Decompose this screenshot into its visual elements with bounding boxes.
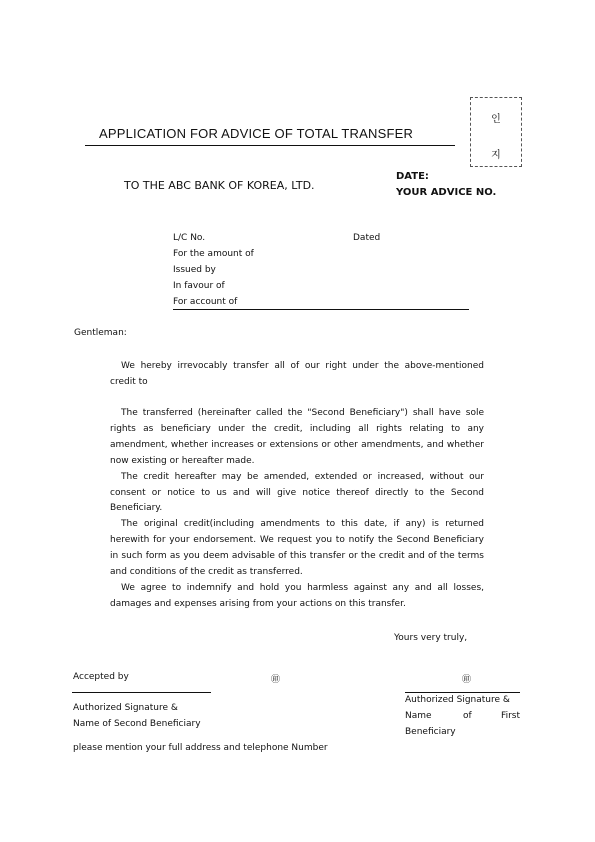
seal-top-char: 인 <box>491 114 501 125</box>
left-sig-line1: Authorized Signature & <box>73 703 178 713</box>
in-favour-label: In favour of <box>173 281 225 291</box>
right-sig-line1: Authorized Signature & <box>405 695 510 705</box>
paragraph-transfer <box>110 359 484 391</box>
right-sig-word-name: Name <box>405 711 432 721</box>
paragraph-4: The original credit(including amendments to this date, if any) is returned herewith for your endorsement. We request you to notify the Second Beneficiary in such form as you deem advisable of this transfer or the credit and of the terms and conditions of the credit as transferred. <box>110 519 484 578</box>
amount-label: For the amount of <box>173 249 254 259</box>
left-sig-line2: Name of Second Beneficiary <box>73 719 201 729</box>
lc-no-label: L/C No. <box>173 233 206 243</box>
seal-bottom-char: 지 <box>491 150 501 161</box>
salutation: Gentleman: <box>74 328 127 338</box>
left-signature-line <box>72 692 211 693</box>
dated-label: Dated <box>353 233 381 243</box>
addressee: TO THE ABC BANK OF KOREA, LTD. <box>124 179 315 192</box>
paragraph-3: The credit hereafter may be amended, extended or increased, without our consent or notice to us and will give notice thereof directly to the Second Beneficiary. <box>110 471 484 514</box>
closing: Yours very truly, <box>394 633 468 643</box>
document-title: APPLICATION FOR ADVICE OF TOTAL TRANSFER <box>99 126 414 141</box>
right-sig-word-of: of <box>463 711 472 721</box>
paragraph-2: The transferred (hereinafter called the "Second Beneficiary") shall have sole rights as beneficiary under the credit, including all rights relating to any amendment, whether increases or extensions or other amendments, and whether now existing or hereafter made. <box>110 408 484 466</box>
right-sig-word-first: First <box>501 711 520 721</box>
seal-mark-right: ㊞ <box>462 675 472 685</box>
right-sig-line3: Beneficiary <box>405 727 456 737</box>
accepted-by-label: Accepted by <box>73 672 129 682</box>
title-underline <box>85 145 455 146</box>
seal-mark-left: ㊞ <box>271 675 281 685</box>
paragraph-5: We agree to indemnify and hold you harmless against any and all losses, damages and expenses arising from your actions on this transfer. <box>110 582 484 609</box>
date-label: DATE: <box>396 171 429 182</box>
advice-no-label: YOUR ADVICE NO. <box>396 187 497 198</box>
paragraph-block <box>110 406 484 613</box>
account-of-label: For account of <box>173 297 238 307</box>
seal-box <box>470 97 522 167</box>
issued-by-label: Issued by <box>173 265 216 275</box>
footer-note: please mention your full address and telephone Number <box>73 743 328 753</box>
right-signature-line <box>405 692 520 693</box>
paragraph-1: We hereby irrevocably transfer all of our right under the above-mentioned credit to <box>110 361 484 387</box>
fields-underline <box>173 309 469 310</box>
